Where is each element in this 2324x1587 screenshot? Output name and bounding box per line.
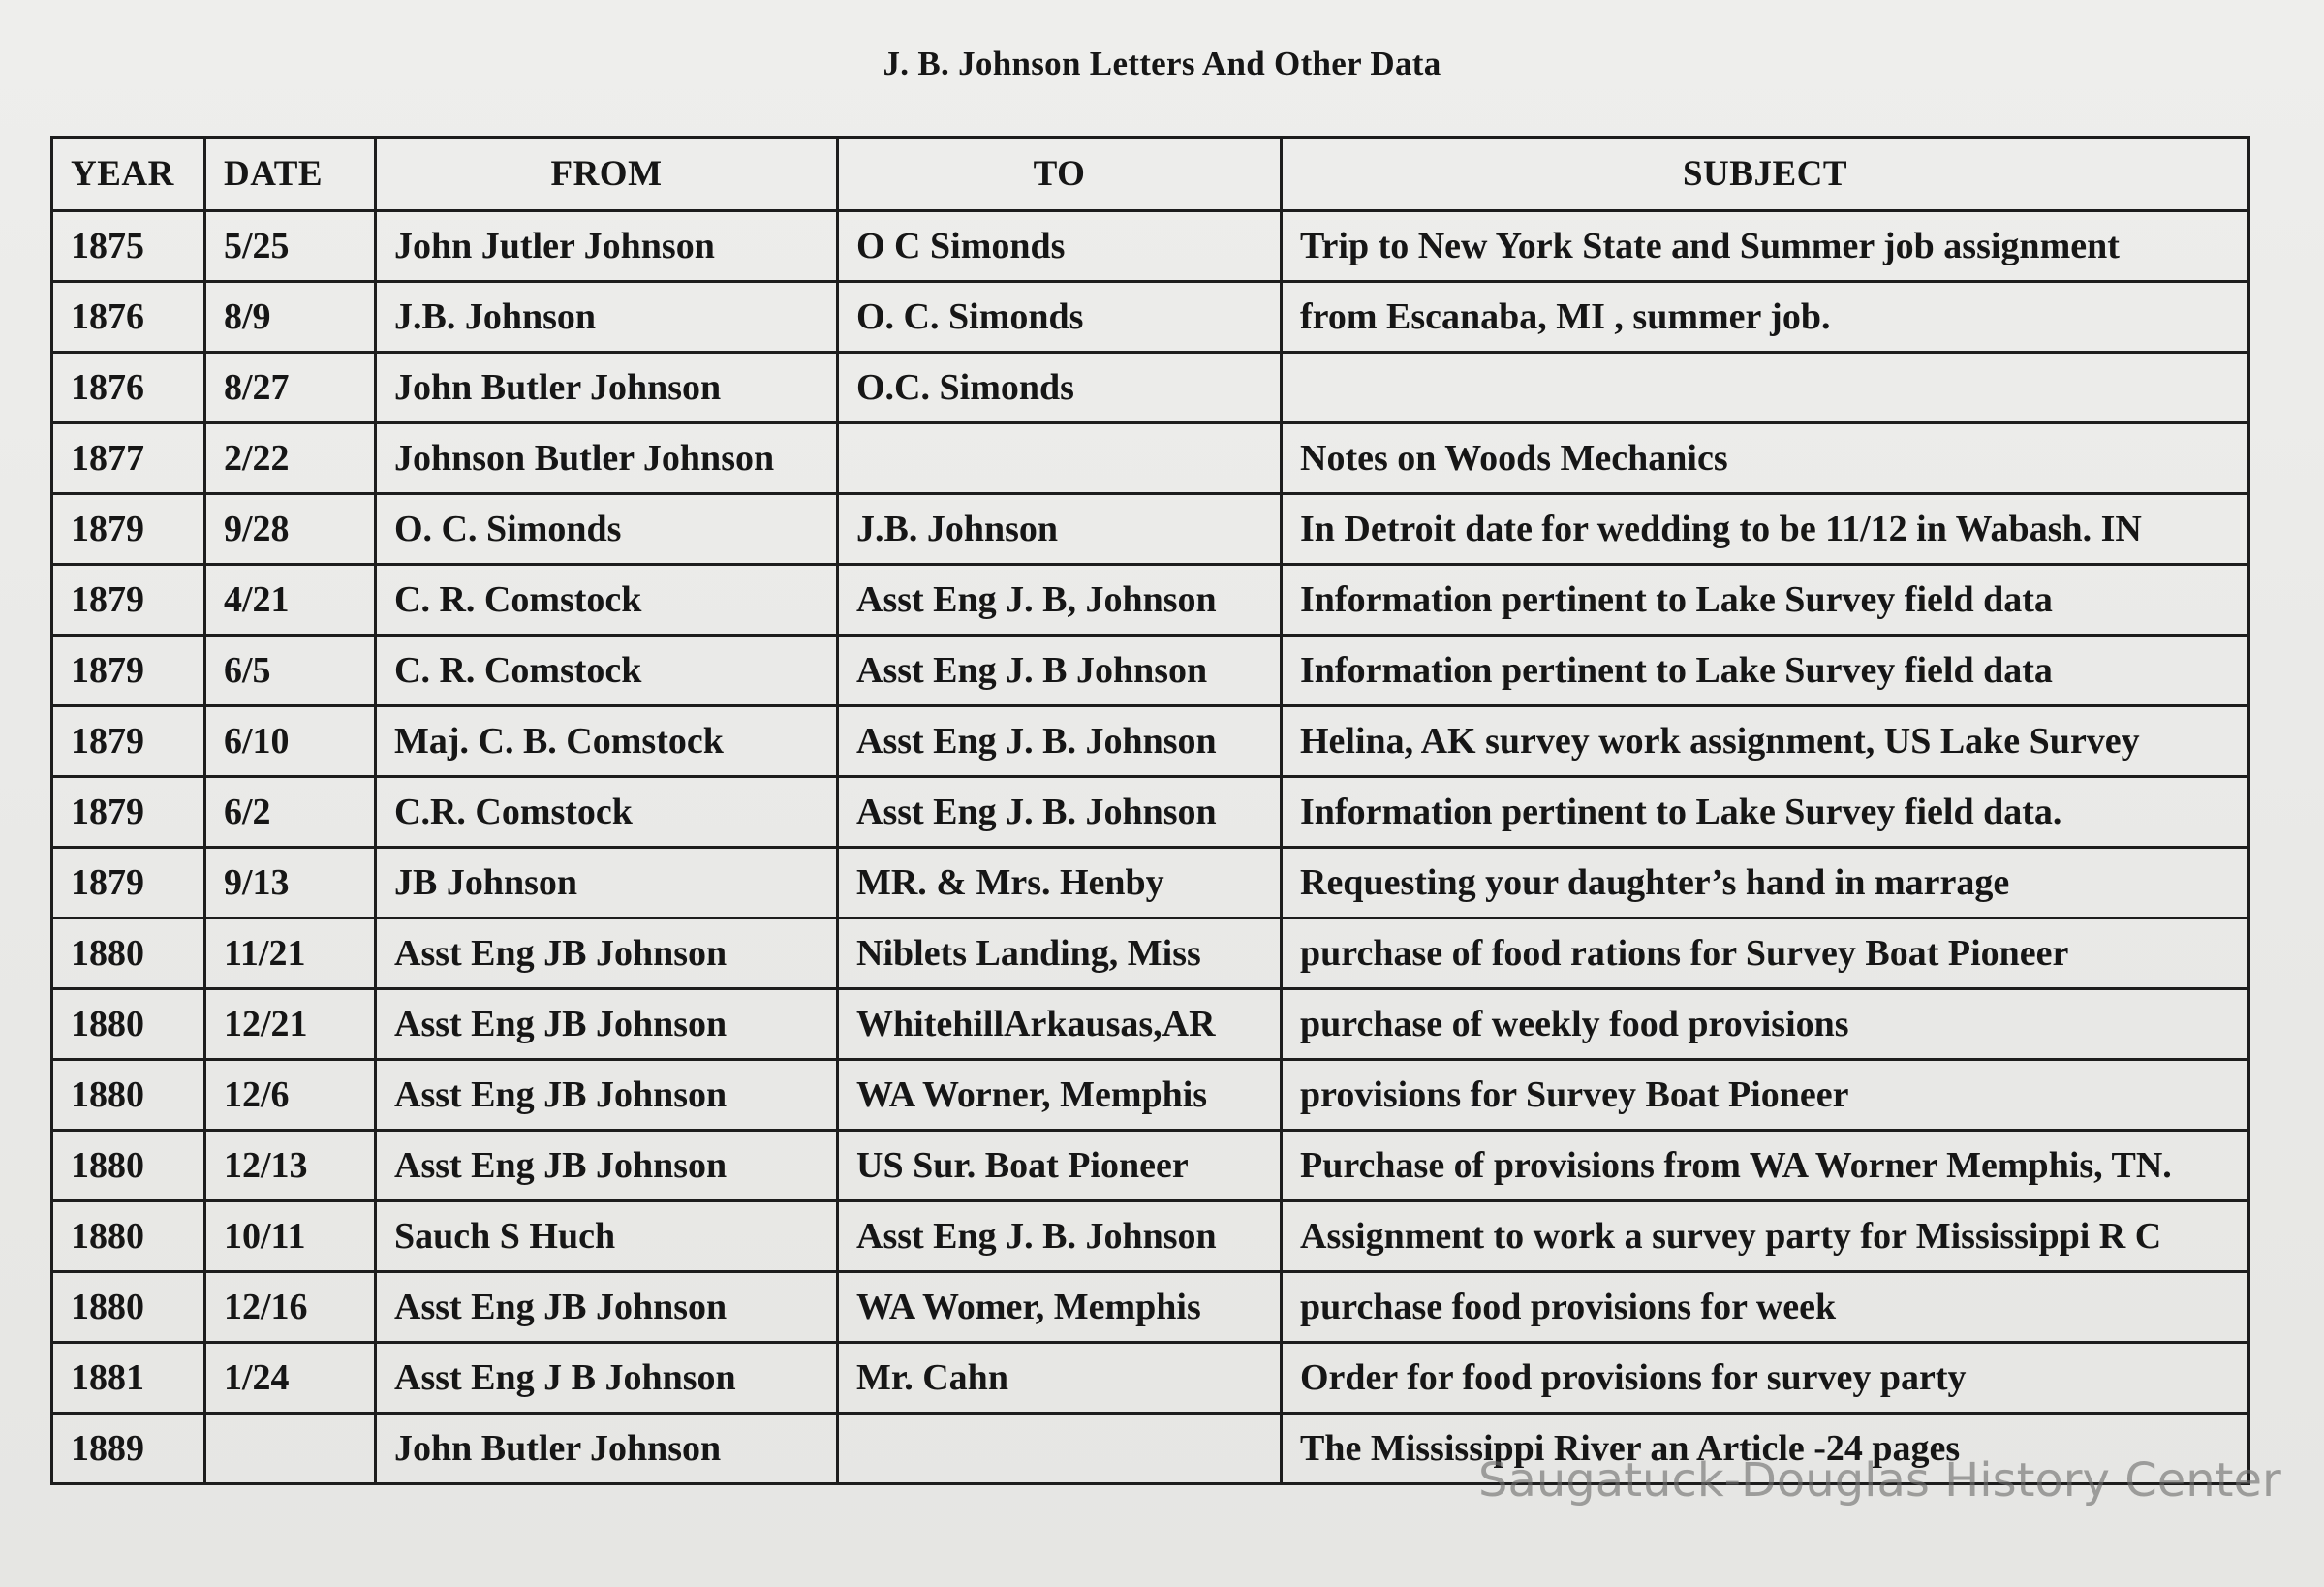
header-from: FROM bbox=[376, 138, 838, 211]
cell-subject: Information pertinent to Lake Survey field data. bbox=[1282, 777, 2249, 848]
cell-subject: provisions for Survey Boat Pioneer bbox=[1282, 1060, 2249, 1131]
cell-from: C. R. Comstock bbox=[376, 636, 838, 706]
table-row bbox=[52, 848, 2249, 918]
cell-year: 1879 bbox=[52, 848, 205, 918]
cell-to: Asst Eng J. B. Johnson bbox=[838, 1201, 1282, 1272]
header-date: DATE bbox=[205, 138, 376, 211]
cell-year: 1879 bbox=[52, 706, 205, 777]
table-row bbox=[52, 918, 2249, 989]
cell-subject: Notes on Woods Mechanics bbox=[1282, 423, 2249, 494]
cell-to: Asst Eng J. B, Johnson bbox=[838, 565, 1282, 636]
table-row bbox=[52, 777, 2249, 848]
table-row bbox=[52, 1131, 2249, 1201]
cell-from: Asst Eng JB Johnson bbox=[376, 989, 838, 1060]
cell-from: Asst Eng JB Johnson bbox=[376, 1272, 838, 1343]
cell-year: 1877 bbox=[52, 423, 205, 494]
cell-subject: Requesting your daughter’s hand in marrage bbox=[1282, 848, 2249, 918]
cell-year: 1879 bbox=[52, 565, 205, 636]
cell-subject: purchase food provisions for week bbox=[1282, 1272, 2249, 1343]
cell-to: J.B. Johnson bbox=[838, 494, 1282, 565]
cell-date: 1/24 bbox=[205, 1343, 376, 1414]
header-subject: SUBJECT bbox=[1282, 138, 2249, 211]
table-row bbox=[52, 1201, 2249, 1272]
cell-to: WhitehillArkausas,AR bbox=[838, 989, 1282, 1060]
cell-year: 1876 bbox=[52, 282, 205, 353]
cell-from: Johnson Butler Johnson bbox=[376, 423, 838, 494]
cell-subject: Trip to New York State and Summer job assignment bbox=[1282, 211, 2249, 282]
table-header bbox=[52, 138, 2249, 211]
table-row bbox=[52, 706, 2249, 777]
cell-date: 9/28 bbox=[205, 494, 376, 565]
cell-year: 1879 bbox=[52, 777, 205, 848]
cell-date: 8/27 bbox=[205, 353, 376, 423]
cell-date: 12/13 bbox=[205, 1131, 376, 1201]
cell-date: 5/25 bbox=[205, 211, 376, 282]
cell-subject: The Mississippi River an Article -24 pages bbox=[1282, 1414, 2249, 1484]
cell-from: J.B. Johnson bbox=[376, 282, 838, 353]
cell-to: Asst Eng J. B Johnson bbox=[838, 636, 1282, 706]
cell-date: 10/11 bbox=[205, 1201, 376, 1272]
cell-date: 12/16 bbox=[205, 1272, 376, 1343]
table-row bbox=[52, 565, 2249, 636]
table-row bbox=[52, 282, 2249, 353]
cell-from: Maj. C. B. Comstock bbox=[376, 706, 838, 777]
table-row bbox=[52, 494, 2249, 565]
table-row bbox=[52, 989, 2249, 1060]
cell-subject bbox=[1282, 353, 2249, 423]
cell-from: Sauch S Huch bbox=[376, 1201, 838, 1272]
cell-date: 6/2 bbox=[205, 777, 376, 848]
cell-year: 1876 bbox=[52, 353, 205, 423]
cell-from: John Butler Johnson bbox=[376, 1414, 838, 1484]
cell-to: O C Simonds bbox=[838, 211, 1282, 282]
cell-subject: Assignment to work a survey party for Mississippi R C bbox=[1282, 1201, 2249, 1272]
table-row bbox=[52, 1060, 2249, 1131]
cell-year: 1880 bbox=[52, 1201, 205, 1272]
cell-to: WA Worner, Memphis bbox=[838, 1060, 1282, 1131]
header-row bbox=[52, 138, 2249, 211]
cell-date: 9/13 bbox=[205, 848, 376, 918]
cell-to: O.C. Simonds bbox=[838, 353, 1282, 423]
cell-date: 11/21 bbox=[205, 918, 376, 989]
letters-table bbox=[50, 136, 2250, 1485]
cell-from: JB Johnson bbox=[376, 848, 838, 918]
table-body bbox=[52, 211, 2249, 1484]
cell-date: 8/9 bbox=[205, 282, 376, 353]
cell-to bbox=[838, 1414, 1282, 1484]
cell-to: Asst Eng J. B. Johnson bbox=[838, 706, 1282, 777]
cell-to: Niblets Landing, Miss bbox=[838, 918, 1282, 989]
table-row bbox=[52, 423, 2249, 494]
header-to: TO bbox=[838, 138, 1282, 211]
cell-subject: purchase of weekly food provisions bbox=[1282, 989, 2249, 1060]
cell-year: 1880 bbox=[52, 1131, 205, 1201]
table-row bbox=[52, 636, 2249, 706]
cell-subject: Purchase of provisions from WA Worner Memphis, TN. bbox=[1282, 1131, 2249, 1201]
cell-to: Mr. Cahn bbox=[838, 1343, 1282, 1414]
cell-date: 2/22 bbox=[205, 423, 376, 494]
cell-to: MR. & Mrs. Henby bbox=[838, 848, 1282, 918]
cell-from: O. C. Simonds bbox=[376, 494, 838, 565]
cell-from: John Butler Johnson bbox=[376, 353, 838, 423]
cell-date: 6/5 bbox=[205, 636, 376, 706]
table-row bbox=[52, 353, 2249, 423]
cell-to bbox=[838, 423, 1282, 494]
watermark-text: Saugatuck-Douglas History Center bbox=[1478, 1453, 2281, 1508]
cell-to: O. C. Simonds bbox=[838, 282, 1282, 353]
cell-year: 1879 bbox=[52, 494, 205, 565]
cell-subject: Information pertinent to Lake Survey field data bbox=[1282, 565, 2249, 636]
cell-date: 6/10 bbox=[205, 706, 376, 777]
cell-subject: purchase of food rations for Survey Boat Pioneer bbox=[1282, 918, 2249, 989]
cell-to: US Sur. Boat Pioneer bbox=[838, 1131, 1282, 1201]
cell-to: WA Womer, Memphis bbox=[838, 1272, 1282, 1343]
cell-subject: Information pertinent to Lake Survey field data bbox=[1282, 636, 2249, 706]
cell-year: 1875 bbox=[52, 211, 205, 282]
cell-year: 1880 bbox=[52, 989, 205, 1060]
cell-date bbox=[205, 1414, 376, 1484]
cell-from: Asst Eng J B Johnson bbox=[376, 1343, 838, 1414]
cell-from: John Jutler Johnson bbox=[376, 211, 838, 282]
cell-from: C.R. Comstock bbox=[376, 777, 838, 848]
cell-year: 1880 bbox=[52, 1272, 205, 1343]
cell-year: 1881 bbox=[52, 1343, 205, 1414]
cell-subject: In Detroit date for wedding to be 11/12 in Wabash. IN bbox=[1282, 494, 2249, 565]
cell-subject: Order for food provisions for survey party bbox=[1282, 1343, 2249, 1414]
cell-date: 4/21 bbox=[205, 565, 376, 636]
cell-subject: Helina, AK survey work assignment, US Lake Survey bbox=[1282, 706, 2249, 777]
cell-subject: from Escanaba, MI , summer job. bbox=[1282, 282, 2249, 353]
table-row bbox=[52, 211, 2249, 282]
cell-from: Asst Eng JB Johnson bbox=[376, 918, 838, 989]
cell-date: 12/6 bbox=[205, 1060, 376, 1131]
cell-from: Asst Eng JB Johnson bbox=[376, 1131, 838, 1201]
cell-year: 1879 bbox=[52, 636, 205, 706]
cell-year: 1889 bbox=[52, 1414, 205, 1484]
table-row bbox=[52, 1343, 2249, 1414]
cell-from: Asst Eng JB Johnson bbox=[376, 1060, 838, 1131]
cell-year: 1880 bbox=[52, 918, 205, 989]
header-year: YEAR bbox=[52, 138, 205, 211]
cell-to: Asst Eng J. B. Johnson bbox=[838, 777, 1282, 848]
cell-date: 12/21 bbox=[205, 989, 376, 1060]
table-row bbox=[52, 1272, 2249, 1343]
document-title: J. B. Johnson Letters And Other Data bbox=[883, 45, 1441, 82]
cell-from: C. R. Comstock bbox=[376, 565, 838, 636]
cell-year: 1880 bbox=[52, 1060, 205, 1131]
